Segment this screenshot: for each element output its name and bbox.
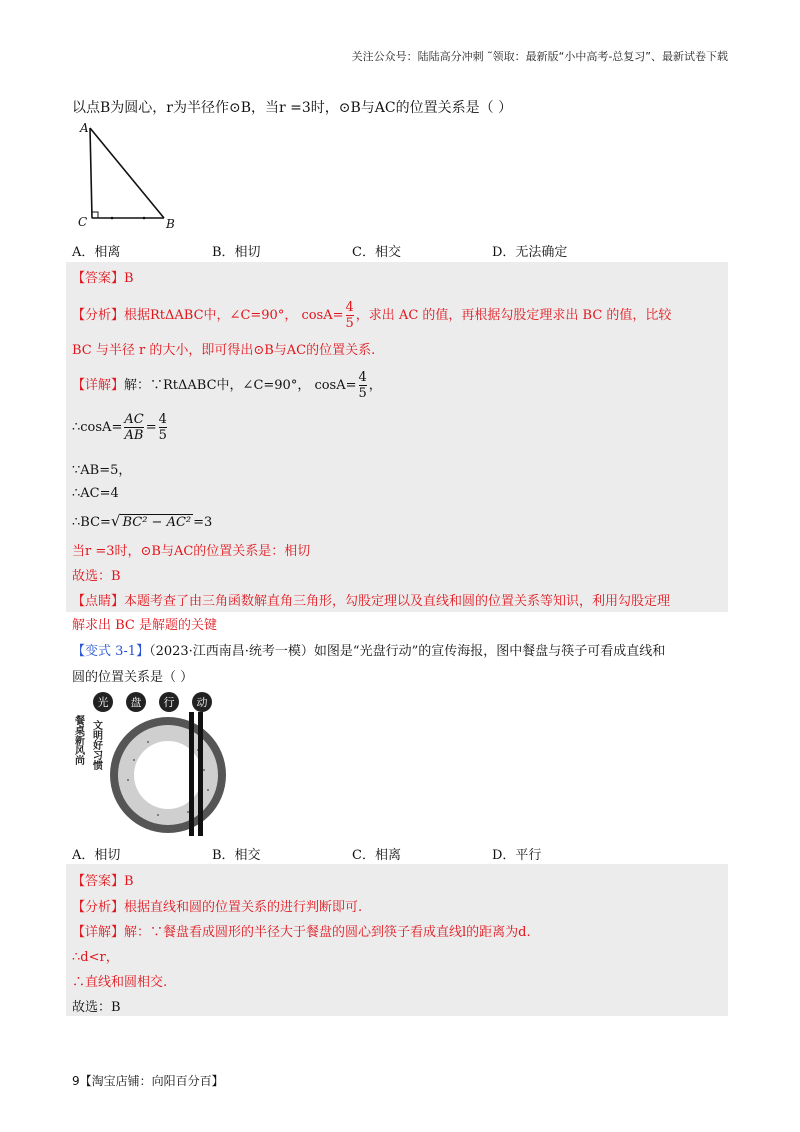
fraction-4-5: $\frac{4}{5}$ (358, 370, 367, 401)
q1-option-a[interactable]: A．相离 (72, 245, 121, 260)
q1-answer (72, 267, 134, 286)
detail-tag: 【详解】 (72, 378, 125, 393)
answer-value: B (124, 874, 134, 889)
q2-option-d[interactable]: D．平行 (492, 848, 542, 863)
chopstick (189, 712, 194, 836)
q2-solution-panel (66, 864, 728, 1016)
q1-cos-line: ∴cosA= $\frac{AC}{AB}$ = $\frac{4}{5}$ (72, 412, 167, 443)
poster-title-char: 动 (196, 696, 208, 709)
q1-ac-line: ∴AC=4 (72, 486, 119, 501)
page-header: 关注公众号：陆陆高分冲刺 ˜领取：最新版“小中高考-总复习”、最新试卷下载 (351, 50, 728, 63)
page-footer: 9【淘宝店铺：向阳百分百】 (72, 1074, 224, 1088)
q2-analysis: 【分析】根据直线和圆的位置关系的进行判断即可. (72, 900, 363, 915)
q1-detail-line1: 【详解】解：∵RtΔABC中，∠C=90°， cosA= $\frac{4}{5}$ ， (72, 370, 382, 401)
fraction-4-5: $\frac{4}{5}$ (345, 300, 354, 331)
q2-option-b[interactable]: B．相交 (212, 848, 261, 863)
q2-stem-line1: 【变式 3-1】（2023·江西南昌·统考一模）如图是“光盘行动”的宣传海报，图中餐盘与筷子可看成直线和 (72, 644, 666, 659)
q1-analysis-line1: 【分析】根据RtΔABC中，∠C=90°， cosA= $\frac{4}{5}$ ，求出 AC 的值，再根据勾股定理求出 BC 的值，比较 (72, 300, 672, 331)
answer-tag: 【答案】 (72, 874, 125, 889)
analysis-tag: 【分析】 (72, 900, 125, 915)
fraction-4-5: $\frac{4}{5}$ (158, 412, 167, 443)
sqrt-radicand: BC² − AC² (122, 515, 192, 530)
q2-choose: 故选：B (72, 1000, 121, 1015)
poster-figure (68, 690, 228, 838)
q1-comment-line2: 解求出 BC 是解题的关键 (72, 618, 218, 633)
vertex-c-label: C (78, 215, 88, 228)
vertex-b-label: B (166, 217, 175, 228)
q1-stem: 以点B为圆心，r为半径作⊙B，当r =3时，⊙B与AC的位置关系是（ ） (72, 100, 513, 116)
q2-detail: 【详解】解：∵餐盘看成圆形的半径大于餐盘的圆心到筷子看成直线l的距离为d. (72, 925, 531, 940)
poster-mid-text: 文明好习惯 (90, 720, 102, 770)
comment-tag: 【点睛】 (72, 594, 125, 609)
q1-comment-line1: 【点睛】本题考查了由三角函数解直角三角形，勾股定理以及直线和圆的位置关系等知识，利用勾股定理 (72, 594, 671, 609)
detail-tag: 【详解】 (72, 925, 125, 940)
variant-tag: 【变式 3-1】 (72, 644, 150, 659)
q1-option-d[interactable]: D．无法确定 (492, 245, 568, 260)
vertex-a-label: A (80, 121, 89, 135)
q1-conclusion: 当r =3时，⊙B与AC的位置关系是：相切 (72, 544, 311, 559)
poster-title-char: 行 (163, 696, 175, 709)
q2-stem-line2: 圆的位置关系是（ ） (72, 670, 194, 685)
analysis-tag: 【分析】 (72, 308, 125, 323)
q2-answer (72, 870, 134, 889)
poster-title-char: 盘 (130, 696, 142, 709)
triangle-figure (72, 120, 182, 228)
poster-left-text: 餐桌新风尚 (72, 715, 84, 765)
q1-option-c[interactable]: C．相交 (352, 245, 401, 260)
q2-option-c[interactable]: C．相离 (352, 848, 401, 863)
q2-line-2: ∴直线和圆相交. (72, 975, 168, 990)
fraction-ac-ab: $\frac{AC}{AB}$ (124, 412, 144, 443)
q1-option-b[interactable]: B．相切 (212, 245, 261, 260)
q1-analysis-line2: BC 与半径 r 的大小，即可得出⊙B与AC的位置关系. (72, 343, 376, 358)
q1-bc-line: ∴BC=√ BC² − AC² =3 (72, 512, 213, 530)
q1-choose: 故选：B (72, 569, 121, 584)
poster-title-char: 光 (97, 696, 109, 709)
q2-line-1: ∴d<r， (72, 950, 119, 965)
q1-ab-line: ∵AB=5， (72, 463, 132, 478)
answer-tag: 【答案】 (72, 271, 125, 286)
q2-option-a[interactable]: A．相切 (72, 848, 121, 863)
answer-value: B (124, 271, 134, 286)
chopstick (198, 712, 203, 836)
